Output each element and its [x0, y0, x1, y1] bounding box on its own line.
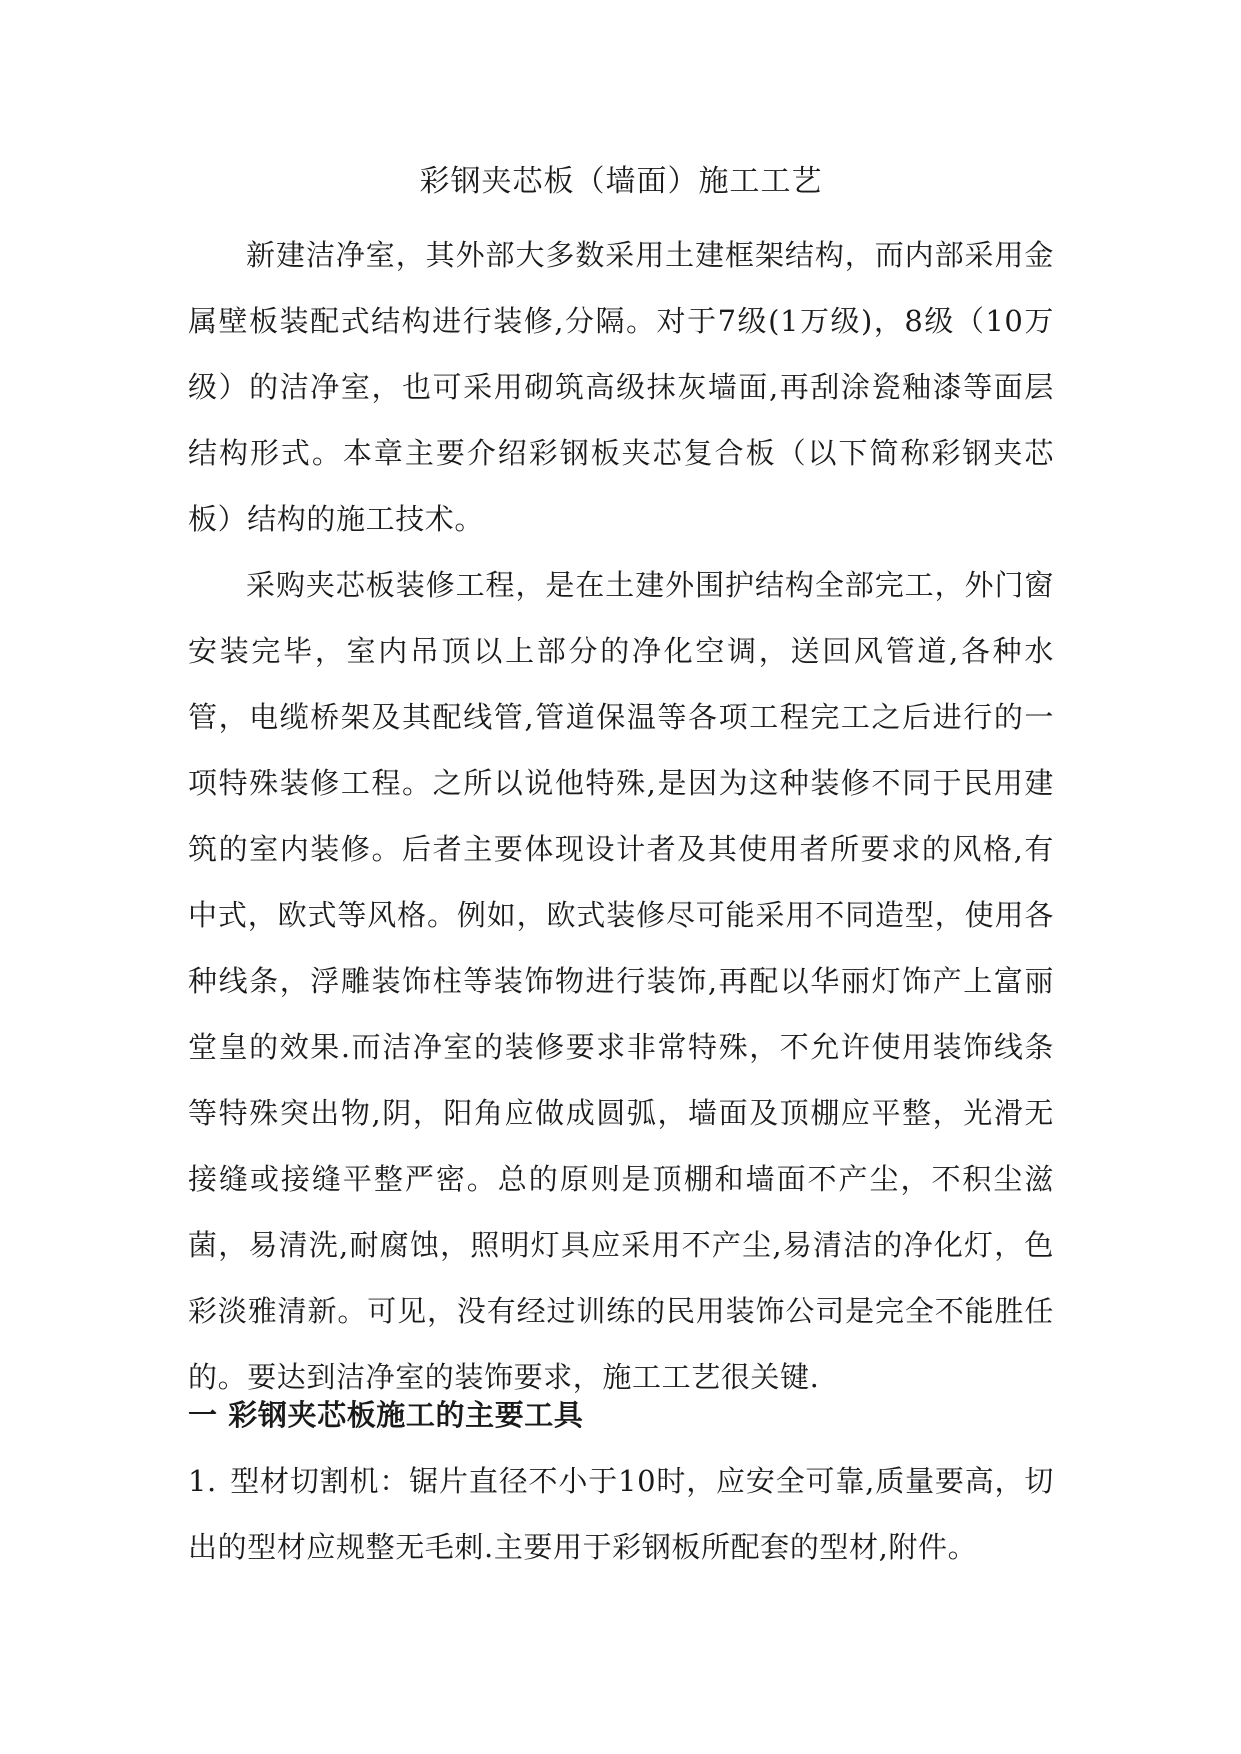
document-title: 彩钢夹芯板（墙面）施工工艺 — [419, 164, 823, 199]
body-paragraph: 新建洁净室，其外部大多数采用土建框架结构，而内部采用金属壁板装配式结构进行装修,分隔。对于7级(1万级)，8级（10万级）的洁净室，也可采用砌筑高级抹灰墙面,再刮涂瓷釉漆等面层结构形式。本章主要介绍彩钢板夹芯复合板（以下简称彩钢夹芯板）结构的施工技术。 — [188, 238, 1054, 536]
list-item — [188, 1448, 1054, 1580]
list-item-number: 1. — [188, 1464, 217, 1498]
body-paragraph: 采购夹芯板装修工程，是在土建外围护结构全部完工，外门窗安装完毕，室内吊顶以上部分的净化空调，送回风管道,各种水管，电缆桥架及其配线管,管道保温等各项工程完工之后进行的一项特殊装修工程。之所以说他特殊,是因为这种装修不同于民用建筑的室内装修。后者主要体现设计者及其使用者所要求的风格,有中式，欧式等风格。例如，欧式装修尽可能采用不同造型，使用各种线条，浮雕装饰柱等装饰物进行装饰,再配以华丽灯饰产上富丽堂皇的效果.而洁净室的装修要求非常特殊，不允许使用装饰线条等特殊突出物,阴，阳角应做成圆弧，墙面及顶棚应平整，光滑无接缝或接缝平整严密。总的原则是顶棚和墙面不产尘，不积尘滋菌，易清洗,耐腐蚀，照明灯具应采用不产尘,易清洁的净化灯，色彩淡雅清新。可见，没有经过训练的民用装饰公司是完全不能胜任的。要达到洁净室的装饰要求，施工工艺很关键. — [188, 568, 1054, 1394]
list-item-text: 型材切割机：锯片直径不小于10时，应安全可靠,质量要高，切出的型材应规整无毛刺.主要用于彩钢板所配套的型材,附件。 — [188, 1464, 1054, 1564]
section-heading: 一 彩钢夹芯板施工的主要工具 — [188, 1398, 584, 1432]
